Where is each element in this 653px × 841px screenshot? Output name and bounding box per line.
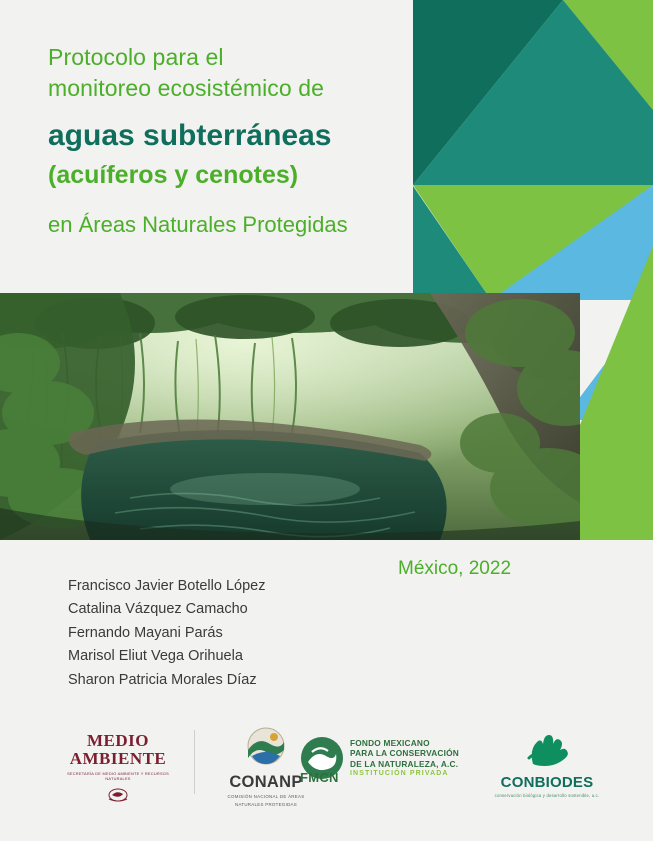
medio-ambiente-line1: MEDIO — [87, 731, 149, 750]
place-year: México, 2022 — [398, 558, 512, 579]
footer-logos — [0, 718, 653, 818]
medio-ambiente-line2: AMBIENTE — [69, 748, 167, 768]
fmcn-line3: DE LA NATURALEZA, A.C. — [350, 758, 459, 769]
conanp-subtitle-line2: NATURALES PROTEGIDAS — [234, 802, 298, 808]
conanp-subtitle-line1: COMISIÓN NACIONAL DE ÁREAS — [227, 794, 305, 799]
conanp-name: CONANP — [229, 773, 303, 791]
cover-title-block — [48, 42, 518, 240]
author-item: Marisol Eliut Vega Orihuela — [68, 648, 243, 665]
conbiodes-subtitle: conservación biológica y desarrollo sostenible, a.c. — [494, 793, 600, 798]
fmcn-line1: FONDO MEXICANO — [350, 738, 430, 748]
title-line-2: monitoreo ecosistémico de — [48, 75, 325, 102]
logo-divider — [194, 730, 195, 794]
logo-fmcn — [300, 736, 470, 785]
author-list — [68, 575, 398, 692]
title-line-1: Protocolo para el — [48, 44, 224, 70]
cover-photo — [0, 293, 580, 540]
author-item: Sharon Patricia Morales Díaz — [68, 671, 257, 688]
title-subtitle: (acuíferos y cenotes) — [48, 161, 299, 190]
fmcn-brand: FMCN — [300, 770, 339, 785]
fmcn-line2: PARA LA CONSERVACIÓN — [350, 748, 459, 759]
medio-ambiente-subtitle: SECRETARÍA DE MEDIO AMBIENTE Y RECURSOS NATURALES — [67, 770, 169, 781]
logo-conbiodes — [487, 728, 607, 798]
author-item: Fernando Mayani Parás — [68, 624, 223, 641]
fmcn-tagline: INSTITUCIÓN PRIVADA — [350, 770, 449, 777]
conbiodes-name: CONBIODES — [500, 774, 594, 791]
title-main: aguas subterráneas — [48, 119, 332, 153]
conbiodes-hand-icon — [487, 728, 607, 773]
fmcn-text-block — [350, 738, 459, 769]
title-line-3: en Áreas Naturales Protegidas — [48, 212, 348, 238]
national-seal-icon — [105, 786, 131, 803]
author-item: Francisco Javier Botello López — [68, 578, 266, 594]
author-item: Catalina Vázquez Camacho — [68, 601, 248, 618]
logo-medio-ambiente — [58, 732, 178, 803]
